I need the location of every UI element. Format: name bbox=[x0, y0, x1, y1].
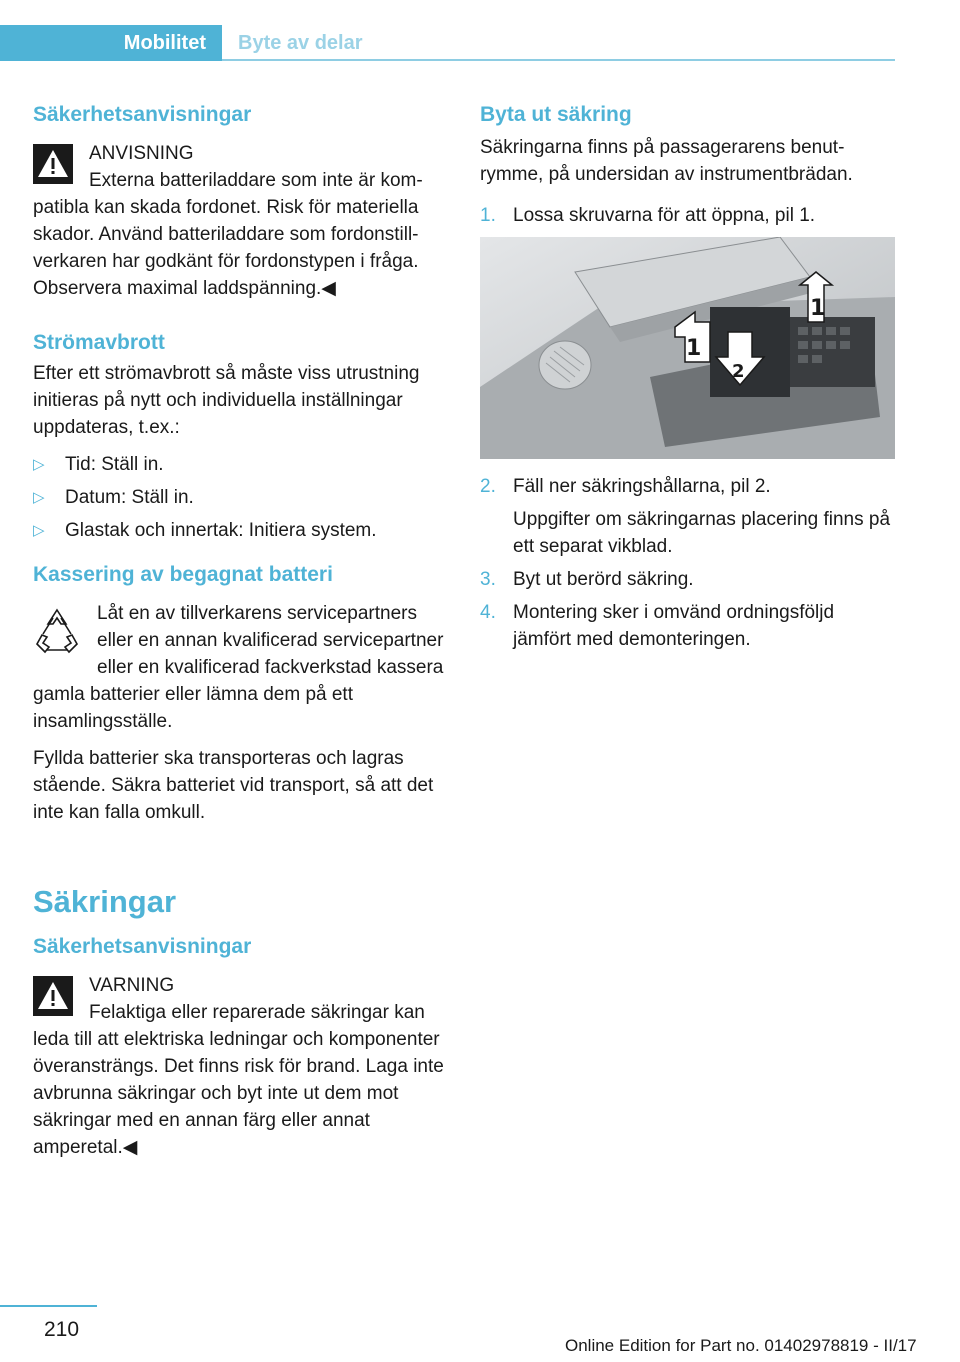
list-item-text: Tid: Ställ in. bbox=[65, 454, 164, 475]
step-text: Fäll ner säkringshållarna, pil 2. bbox=[513, 476, 771, 497]
right-column bbox=[480, 100, 895, 659]
notice-block bbox=[33, 140, 445, 302]
tab-byte-av-delar[interactable] bbox=[238, 25, 363, 61]
step-item bbox=[480, 202, 895, 229]
step-text: Byt ut berörd säkring. bbox=[513, 569, 694, 590]
list-item-text: Datum: Ställ in. bbox=[65, 487, 194, 508]
paragraph: Låt en av tillverkarens servicepartners eller en annan kvalificerad servicepartner eller en kvalificerad fackverkstad kassera gamla batterier eller lämna dem på ett insamlingsställe. bbox=[33, 603, 444, 732]
step-number: 3. bbox=[480, 569, 496, 590]
paragraph: Efter ett strömavbrott så måste viss utrustning initieras på nytt och individuella inställningar uppdateras, t.ex.: bbox=[33, 363, 420, 438]
warning-block bbox=[33, 972, 445, 1161]
step-item bbox=[480, 566, 895, 593]
triangle-bullet-icon: ▷ bbox=[33, 489, 45, 506]
header-bar bbox=[0, 25, 895, 61]
triangle-bullet-icon: ▷ bbox=[33, 456, 45, 473]
edition-text: Online Edition for Part no. 01402978819 - II/17 bbox=[565, 1336, 917, 1355]
section-heading: Byta ut säkring bbox=[480, 103, 632, 126]
section-heading: Säkerhetsanvisningar bbox=[33, 103, 252, 126]
warning-icon bbox=[33, 144, 73, 184]
step-number: 4. bbox=[480, 602, 496, 623]
step-subtext: Uppgifter om säkringarnas placering finns på ett separat vikblad. bbox=[513, 509, 891, 557]
page-number: 210 bbox=[44, 1318, 80, 1341]
fuse-box-illustration bbox=[480, 237, 895, 459]
step-text: Lossa skruvarna för att öppna, pil 1. bbox=[513, 205, 816, 226]
step-list bbox=[480, 473, 895, 653]
step-text: Montering sker i omvänd ordningsföljd jämfört med demonteringen. bbox=[513, 602, 835, 650]
fuse-box-photo bbox=[480, 237, 895, 459]
warning-label: VARNING bbox=[89, 975, 175, 996]
notice-text: Externa batteriladdare som inte är kompatibla kan skada fordonet. Risk för materiella skador. Använd batteriladdare som fordonstillverkaren har godkänt för fordonstypen i fråga. Observera maximal laddspänning.◀ bbox=[33, 170, 423, 299]
arrow-label-1: 1 bbox=[810, 296, 826, 321]
step-number: 2. bbox=[480, 476, 496, 497]
bullet-list bbox=[33, 451, 445, 544]
section-heading: Säkerhetsanvisningar bbox=[33, 935, 252, 958]
step-list bbox=[480, 202, 895, 229]
paragraph: Fyllda batterier ska transporteras och lagras stående. Säkra batteriet vid transport, så att det inte kan falla omkull. bbox=[33, 748, 434, 823]
section-heading: Strömavbrott bbox=[33, 331, 165, 354]
tab-mobilitet[interactable] bbox=[0, 25, 222, 61]
step-content bbox=[513, 473, 895, 560]
section-heading: Kassering av begagnat batteri bbox=[33, 563, 333, 586]
step-item bbox=[480, 599, 895, 653]
list-item-text: Glastak och innertak: Initiera system. bbox=[65, 520, 377, 541]
recycle-notice bbox=[33, 600, 445, 735]
left-column bbox=[33, 100, 445, 1161]
list-item bbox=[33, 451, 445, 478]
step-item bbox=[480, 473, 895, 560]
paragraph: Säkringarna finns på passagerarens benutrymme, på undersidan av instrumentbrädan. bbox=[480, 137, 853, 185]
footer-divider bbox=[0, 1305, 97, 1307]
notice-label: ANVISNING bbox=[89, 143, 194, 164]
header-divider bbox=[222, 59, 895, 61]
tab-label: Byte av delar bbox=[238, 31, 363, 54]
arrow-label-1: 1 bbox=[686, 336, 702, 361]
recycle-icon bbox=[33, 606, 81, 656]
tab-label: Mobilitet bbox=[123, 31, 206, 54]
step-number: 1. bbox=[480, 205, 496, 226]
triangle-bullet-icon: ▷ bbox=[33, 522, 45, 539]
list-item bbox=[33, 484, 445, 511]
warning-icon bbox=[33, 976, 73, 1016]
list-item bbox=[33, 517, 445, 544]
warning-text: Felaktiga eller reparerade säkringar kan leda till att elektriska ledningar och komponenter överansträngs. Det finns risk för brand. Laga inte avbrunna säkringar och byt inte ut dem mot säkringar med en annan färg eller annat amperetal.◀ bbox=[33, 1002, 444, 1158]
chapter-heading: Säkringar bbox=[33, 884, 177, 919]
arrow-label-2: 2 bbox=[732, 361, 745, 382]
